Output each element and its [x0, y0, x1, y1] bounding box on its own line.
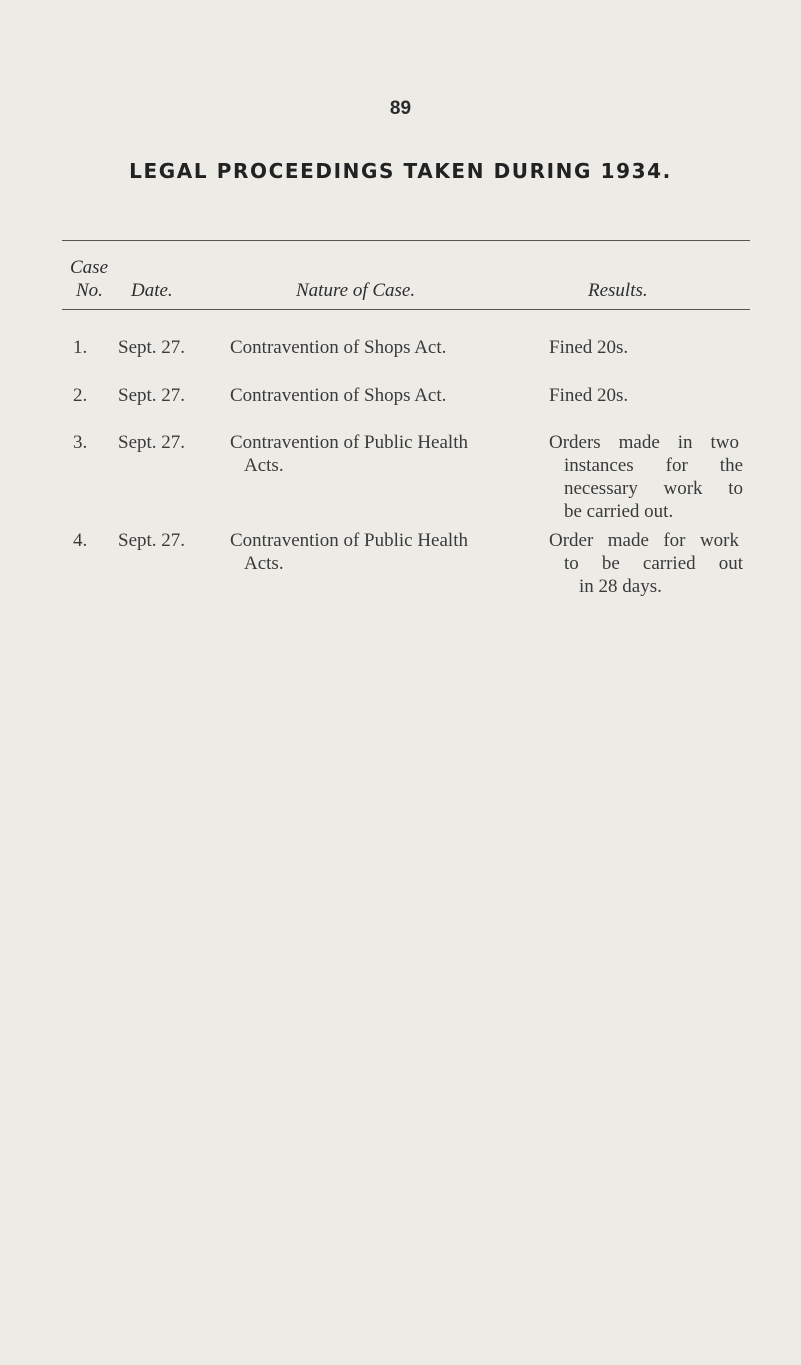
header-nature-of-case: Nature of Case.	[296, 280, 416, 301]
row-4-nature-line-1: Contravention of Public Health	[230, 530, 468, 551]
row-2-results-line: Fined 20s.	[549, 385, 629, 406]
row-2-nature-line: Contravention of Shops Act.	[230, 385, 447, 406]
page-number: 89	[389, 98, 412, 119]
row-4-results-line-1: Order made for work	[549, 530, 739, 551]
row-4-date: Sept. 27.	[118, 530, 186, 551]
row-1-results	[549, 336, 628, 359]
header-case-no-line1: Case	[70, 257, 108, 278]
row-4-nature	[230, 529, 468, 575]
row-4-results-line-3: in 28 days.	[579, 576, 662, 597]
row-1-case-no: 1.	[73, 337, 88, 358]
row-3-nature	[230, 431, 468, 477]
row-3-date: Sept. 27.	[118, 432, 186, 453]
page-title: LEGAL PROCEEDINGS TAKEN DURING 1934.	[129, 159, 672, 183]
row-3-results-line-2: instances for the	[564, 455, 743, 476]
row-3-case-no: 3.	[73, 432, 88, 453]
row-2-date: Sept. 27.	[118, 385, 186, 406]
row-3-nature-line-2: Acts.	[244, 455, 284, 476]
row-3-results-line-3: necessary work to	[564, 478, 743, 499]
row-3-nature-line-1: Contravention of Public Health	[230, 432, 468, 453]
row-2-case-no: 2.	[73, 385, 88, 406]
row-2-nature	[230, 384, 446, 407]
header-date: Date.	[131, 280, 173, 301]
row-3-results-line-1: Orders made in two	[549, 432, 739, 453]
row-1-nature-line: Contravention of Shops Act.	[230, 337, 447, 358]
row-4-nature-line-2: Acts.	[244, 553, 284, 574]
row-1-date: Sept. 27.	[118, 337, 186, 358]
header-case-no-line2: No.	[76, 280, 103, 301]
row-3-results-line-4: be carried out.	[564, 501, 674, 522]
table-header-rule	[62, 309, 750, 310]
row-1-results-line: Fined 20s.	[549, 337, 629, 358]
row-1-nature	[230, 336, 446, 359]
row-2-results	[549, 384, 628, 407]
row-3-results	[549, 431, 743, 523]
header-results: Results.	[588, 280, 648, 301]
table-top-rule	[62, 240, 750, 241]
row-4-results-line-2: to be carried out	[564, 553, 743, 574]
row-4-results	[549, 529, 743, 598]
row-4-case-no: 4.	[73, 530, 88, 551]
